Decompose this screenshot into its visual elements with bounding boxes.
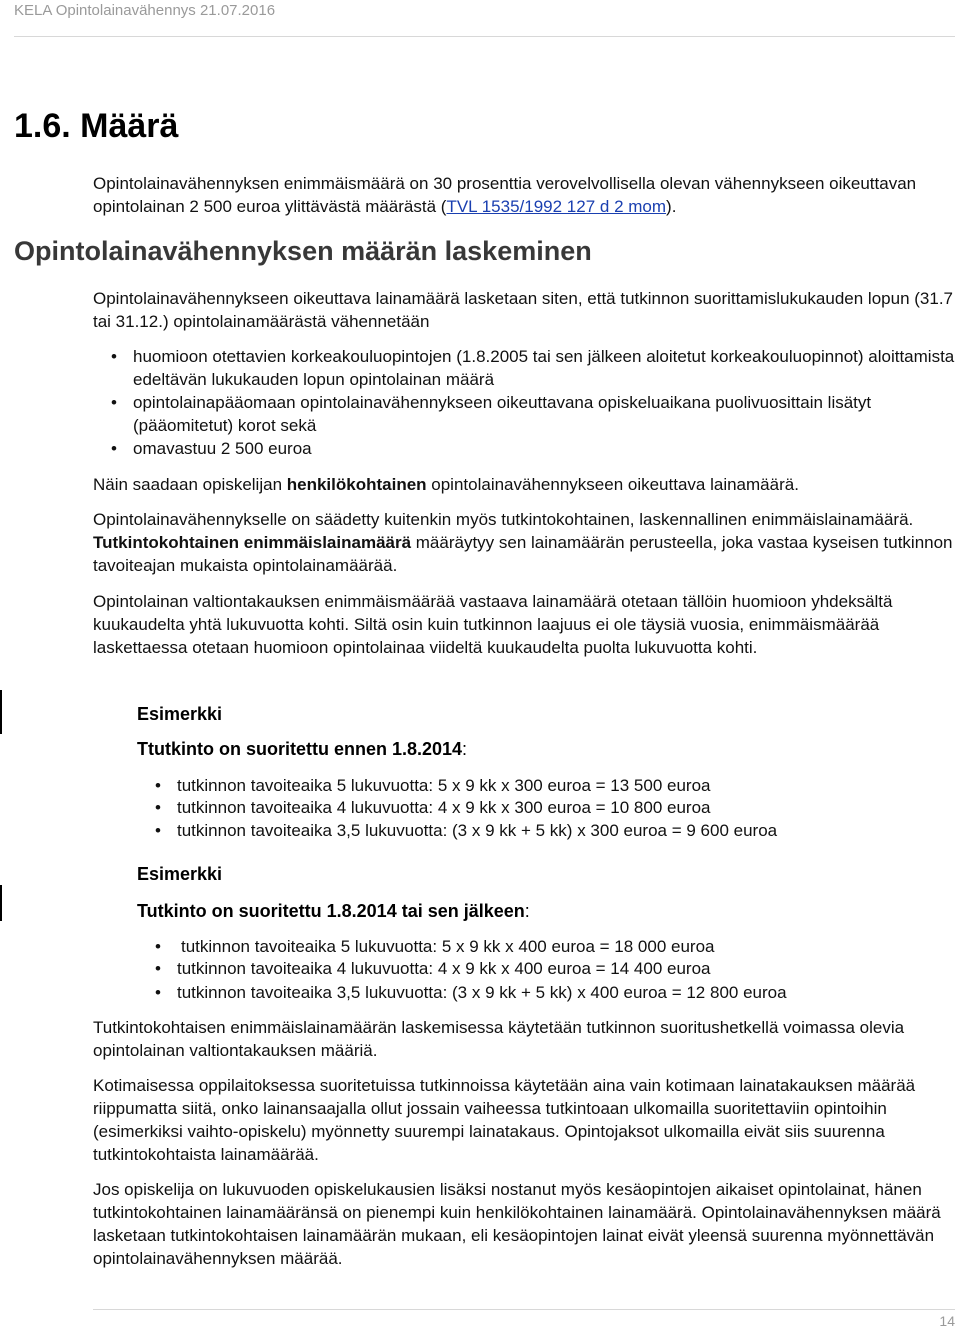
intro-text-end: ). — [666, 197, 677, 216]
header-divider — [14, 36, 955, 37]
example-margin-bar — [0, 690, 2, 734]
example-item-text: tutkinnon tavoiteaika 3,5 lukuvuotta: (3 x 9 kk + 5 kk) x 400 euroa = 12 800 euroa — [177, 983, 787, 1002]
bullet-icon: • — [155, 798, 161, 817]
example-heading — [137, 899, 530, 923]
running-header: KELA Opintolainavähennys 21.07.2016 — [14, 2, 276, 19]
example-heading-bold: Ttutkinto on suoritettu ennen 1.8.2014 — [137, 739, 463, 759]
example-label: Esimerkki — [137, 864, 223, 884]
p2-text: Opintolainavähennykselle on säädetty kuitenkin myös tutkintokohtainen, laskennallinen enimmäislainamäärä. — [93, 510, 914, 529]
personal-amount-paragraph — [93, 473, 955, 496]
bullet-icon: • — [155, 959, 161, 978]
example-margin-bar — [0, 885, 2, 921]
example-heading-colon: : — [462, 739, 468, 759]
example-label: Esimerkki — [137, 704, 223, 724]
example-item — [155, 819, 778, 842]
example-item-text: tutkinnon tavoiteaika 4 lukuvuotta: 4 x 9 kk x 400 euroa = 14 400 euroa — [177, 959, 711, 978]
section-title: 1.6. Määrä — [14, 107, 179, 145]
subsection-title: Opintolainavähennyksen määrän laskeminen — [14, 236, 592, 266]
example-item-text: tutkinnon tavoiteaika 5 lukuvuotta: 5 x 9 kk x 300 euroa = 13 500 euroa — [177, 776, 711, 795]
example-heading-bold: Tutkinto on suoritettu 1.8.2014 tai sen jälkeen — [137, 901, 525, 921]
calc-bullet-text: omavastuu 2 500 euroa — [133, 439, 312, 458]
example-item-text: tutkinnon tavoiteaika 5 lukuvuotta: 5 x 9 kk x 400 euroa = 18 000 euroa — [181, 937, 715, 956]
bullet-icon: • — [155, 937, 161, 956]
p1-text: Näin saadaan opiskelijan — [93, 475, 287, 494]
calc-intro-paragraph: Opintolainavähennykseen oikeuttava lainamäärä lasketaan siten, että tutkinnon suorittamislukukauden lopun (31.7 tai 31.12.) opintolainamäärästä vähennetään — [93, 289, 953, 331]
example-item — [155, 957, 711, 980]
calc-bullet — [111, 437, 955, 460]
example-item — [155, 981, 787, 1004]
bullet-icon: • — [155, 821, 161, 840]
calc-bullet — [111, 345, 955, 391]
summer-studies-paragraph: Jos opiskelija on lukuvuoden opiskelukausien lisäksi nostanut myös kesäopintojen aikaiset opintolainat, hänen tutkintokohtainen lainamääränsä on pienempi kuin henkilökohtainen lainamäärä. Opintolainavähennyksen määrä lasketaan tutkintokohtaisen lainamäärän mukaan, eli kesäopintojen lainat eivät yleensä suurenna myönnettävän opintolainavähennyksen määrää. — [93, 1180, 941, 1268]
guarantee-paragraph: Opintolainan valtiontakauksen enimmäismäärää vastaava lainamäärä otetaan tällöin huomioon yhdeksältä kuukaudelta yhtä lukuvuotta kohti. Siltä osin kuin tutkinnon laajuus ei ole täysiä vuosia, enimmäismäärää laskettaessa otetaan huomioon opintolainaa viideltä kuukaudelta puolta lukuvuotta kohti. — [93, 592, 893, 657]
example-item-text: tutkinnon tavoiteaika 3,5 lukuvuotta: (3 x 9 kk + 5 kk) x 300 euroa = 9 600 euroa — [177, 821, 778, 840]
p2-text-end: määräytyy sen lainamäärän perusteella, joka vastaa kyseisen tutkinnon tavoiteajan mukaista opintolainamäärää. — [93, 533, 953, 575]
example-item — [155, 935, 715, 958]
page-number: 14 — [939, 1313, 955, 1329]
law-reference-link[interactable]: TVL 1535/1992 127 d 2 mom — [446, 197, 667, 216]
example-item-text: tutkinnon tavoiteaika 4 lukuvuotta: 4 x 9 kk x 300 euroa = 10 800 euroa — [177, 798, 711, 817]
bullet-icon: • — [155, 983, 161, 1002]
example-item — [155, 774, 711, 797]
example-heading-colon: : — [524, 901, 530, 921]
calc-bullet-text: huomioon otettavien korkeakouluopintojen (1.8.2005 tai sen jälkeen aloitetut korkeakouluopinnot) aloittamista edeltävän lukukauden lopun opintolainan määrä — [133, 347, 955, 389]
valid-amounts-paragraph: Tutkintokohtaisen enimmäislainamäärän laskemisessa käytetään tutkinnon suoritushetkellä voimassa olevia opintolainan valtiontakauksen määriä. — [93, 1018, 905, 1060]
bullet-icon: • — [111, 439, 117, 458]
intro-paragraph — [93, 172, 955, 218]
calc-bullet-text: opintolainapääomaan opintolainavähennykseen oikeuttavana opiskeluaikana puolivuosittain lisätyt (pääomitetut) korot sekä — [133, 393, 872, 435]
degree-amount-paragraph — [93, 508, 955, 577]
intro-text: Opintolainavähennyksen enimmäismäärä on 30 prosenttia verovelvollisella olevan vähennykseen oikeuttavan opintolainan 2 500 euroa ylittävästä määrästä ( — [93, 174, 917, 216]
p1-bold: henkilökohtainen — [286, 475, 427, 494]
bullet-icon: • — [155, 776, 161, 795]
bullet-icon: • — [111, 393, 117, 412]
p2-bold: Tutkintokohtainen enimmäislainamäärä — [93, 533, 412, 552]
p1-text-end: opintolainavähennykseen oikeuttava lainamäärä. — [426, 475, 799, 494]
bullet-icon: • — [111, 347, 117, 366]
calc-bullet — [111, 391, 955, 437]
domestic-guarantee-paragraph: Kotimaisessa oppilaitoksessa suoritetuissa tutkinnoissa käytetään aina vain kotimaan lainatakauksen määrää riippumatta siitä, onko lainansaajalla ollut jossain vaiheessa tutkintoaan ulkomailla suoritettaviin opintoihin (esimerkiksi vaihto-opiskelu) myönnetty suurempi lainatakaus. Opintojaksot ulkomailla eivät siis suurenna tutkintokohtaista lainamäärää. — [93, 1076, 916, 1164]
example-heading — [137, 737, 467, 761]
example-item — [155, 796, 711, 819]
footer-divider — [93, 1309, 955, 1310]
